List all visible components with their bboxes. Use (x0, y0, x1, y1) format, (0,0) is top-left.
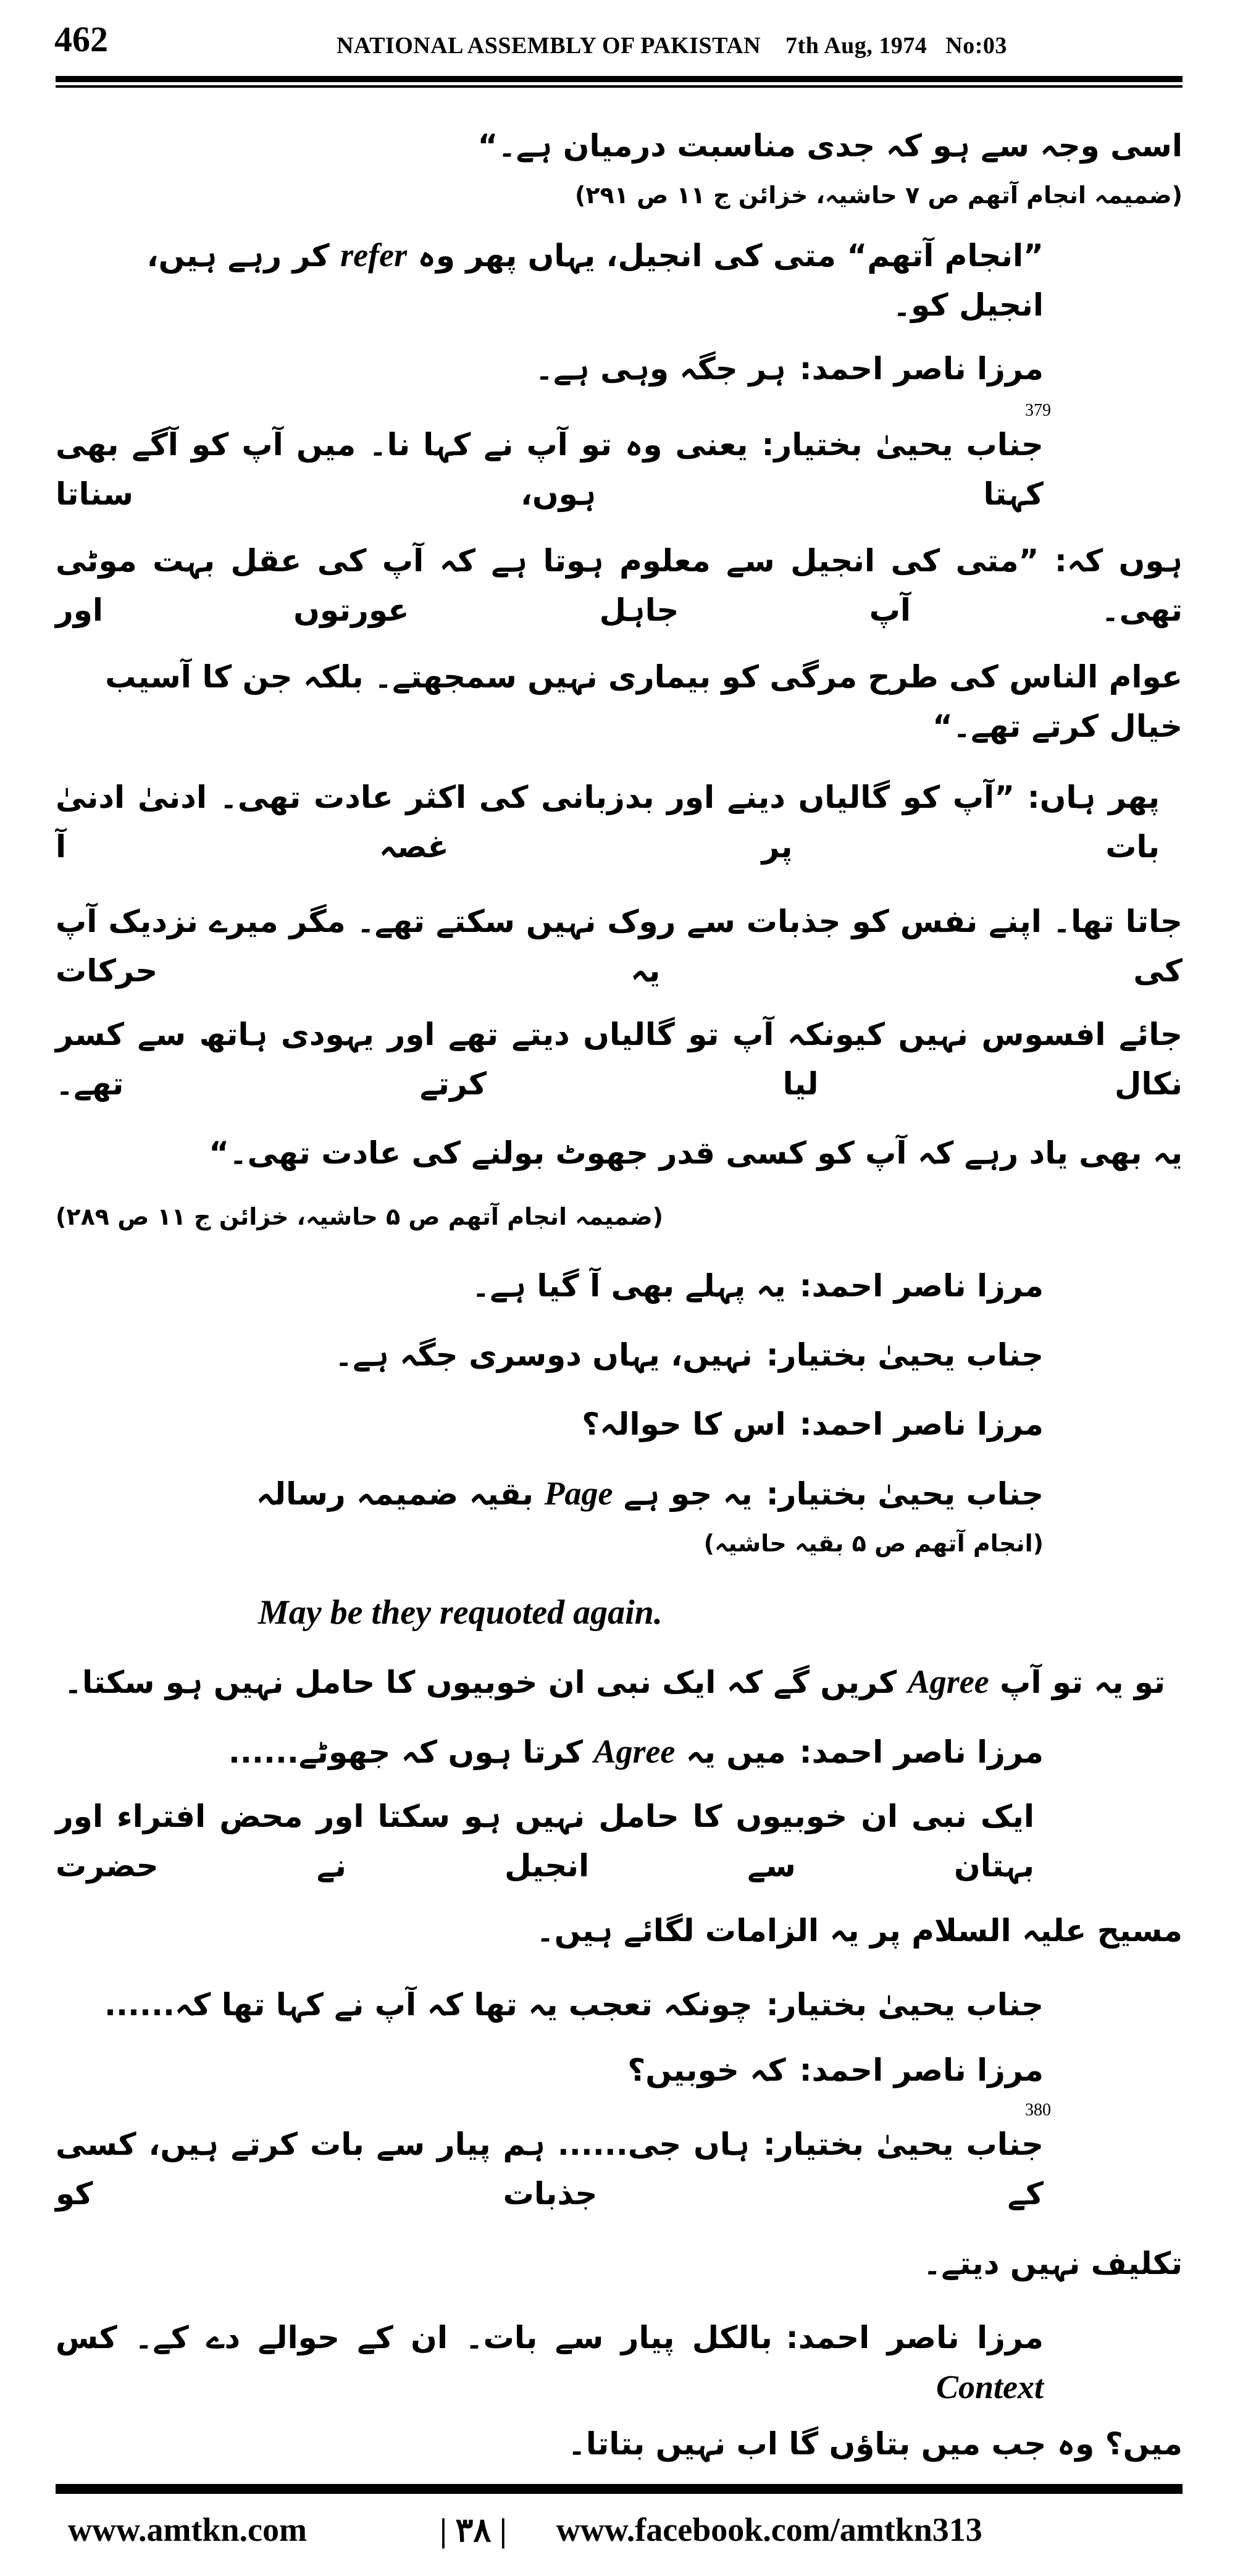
speech-text: یہ پہلے بھی آ گیا ہے۔ (472, 1268, 786, 1304)
speaker-label: مرزا ناصر احمد: (799, 2052, 1044, 2088)
speech-line (56, 1261, 1044, 1311)
speaker-label: جناب یحییٰ بختیار: (766, 1987, 1044, 2023)
speaker-label: جناب یحییٰ بختیار: (761, 427, 1044, 463)
speaker-label: مرزا ناصر احمد: (785, 2320, 1044, 2356)
speech-text: کرتا ہوں کہ جھوٹے...... (228, 1734, 583, 1770)
speaker-label: جناب یحییٰ بختیار: (766, 1476, 1044, 1512)
line-text: تو یہ تو آپ (1000, 1664, 1165, 1700)
line-text: کریں گے کہ ایک نبی ان خوبیوں کا حامل نہیں ہو سکتا۔ (64, 1664, 897, 1700)
speaker-label: مرزا ناصر احمد: (799, 1268, 1044, 1304)
citation: (ضمیمہ انجام آتھم ص ۷ حاشیہ، خزائن ج ۱۱ ص ۲۹۱) (574, 182, 1183, 209)
speech-line (56, 1330, 1044, 1380)
english-term: Agree (593, 1733, 676, 1770)
speech-line (56, 2313, 1044, 2412)
speech-text-group (256, 1469, 1044, 1519)
speech-text: ہر جگہ وہی ہے۔ (535, 351, 786, 387)
english-term: Page (544, 1475, 613, 1512)
speech-text: بقیہ ضمیمہ رسالہ (256, 1476, 534, 1512)
text-line: عوام الناس کی طرح مرگی کو بیماری نہیں سمجھتے۔ بلکہ جن کا آسیب خیال کرتے تھے۔“ (105, 659, 1183, 744)
speech-line (56, 1727, 1044, 1777)
page-marker: 379 (1025, 401, 1051, 420)
page-content (56, 0, 1183, 2576)
text-line: میں؟ وہ جب میں بتاؤں گا اب نہیں بتاتا۔ (567, 2426, 1183, 2462)
english-term: refer (340, 237, 408, 274)
speech-line (56, 401, 1051, 519)
speech-text: یہ جو ہے (623, 1476, 753, 1512)
page-number: 462 (54, 19, 108, 59)
page-header-title: NATIONAL ASSEMBLY OF PAKISTAN 7th Aug, 1974 No:03 (337, 33, 1007, 59)
footer (56, 2508, 1183, 2551)
text-line: جائے افسوس نہیں کیونکہ آپ تو گالیاں دیتے تھے اور یہودی ہاتھ سے کسر نکال لیا کرتے تھے۔ (56, 1017, 1183, 1102)
citation: (انجام آتھم ص ۵ بقیہ حاشیہ) (703, 1530, 1044, 1557)
text-line: تکلیف نہیں دیتے۔ (923, 2246, 1183, 2281)
speech-line (56, 344, 1044, 393)
footer-page-number: | ۳۸ | (440, 2511, 507, 2549)
speech-line (56, 2100, 1051, 2218)
line-text: کر رہے ہیں، انجیل کو۔ (146, 238, 1044, 323)
text-line (56, 121, 1183, 220)
english-quote: May be they requoted again. (258, 1593, 663, 1632)
speech-text: بالکل پیار سے بات۔ ان کے حوالے دے کے۔ کس (56, 2320, 772, 2356)
speech-text: نہیں، یہاں دوسری جگہ ہے۔ (334, 1337, 753, 1373)
speech-text: ہاں جی...... ہم پیار سے بات کرتے ہیں، کسی کے جذبات کو (56, 2126, 1044, 2212)
citation: (ضمیمہ انجام آتھم ص ۵ حاشیہ، خزائن ج ۱۱ ص ۲۸۹) (56, 1203, 664, 1230)
text-line (56, 1657, 1165, 1707)
line-text: اسی وجہ سے ہو کہ جدی مناسبت درمیان ہے۔“ (477, 128, 1183, 164)
speaker-label: جناب یحییٰ بختیار: (766, 1337, 1044, 1373)
text-line: ہوں کہ: ”متی کی انجیل سے معلوم ہوتا ہے کہ آپ کی عقل بہت موٹی تھی۔ آپ جاہل عورتوں اور (56, 543, 1183, 628)
speech-text: اس کا حوالہ؟ (582, 1406, 786, 1442)
speech-line (56, 1980, 1044, 2029)
citation-line (56, 1189, 1183, 1241)
speaker-label: مرزا ناصر احمد: (799, 351, 1044, 387)
speaker-label: مرزا ناصر احمد: (799, 1734, 1044, 1770)
text-line (56, 230, 1044, 330)
text-line: پھر ہاں: ”آپ کو گالیاں دینے اور بدزبانی کی اکثر عادت تھی۔ ادنیٰ ادنیٰ بات پر غصہ آ (56, 779, 1160, 865)
english-term: Context (936, 2368, 1044, 2406)
footer-facebook-link[interactable]: www.facebook.com/amtkn313 (556, 2511, 982, 2548)
speech-line (56, 1469, 1044, 1568)
speech-line (56, 1399, 1044, 1449)
speech-text: کہ خوبیں؟ (627, 2052, 786, 2088)
footer-website-link[interactable]: www.amtkn.com (68, 2511, 307, 2548)
text-line: یہ بھی یاد رہے کہ آپ کو کسی قدر جھوٹ بولنے کی عادت تھی۔“ (209, 1135, 1183, 1171)
page-marker: 380 (1025, 2100, 1051, 2120)
speech-text: میں یہ (685, 1734, 786, 1770)
speech-text: یعنی وہ تو آپ نے کہا نا۔ میں آپ کو آگے بھی کہتا ہوں، سناتا (56, 427, 1044, 512)
text-line: ایک نبی ان خوبیوں کا حامل نہیں ہو سکتا اور محض افتراء اور بہتان سے انجیل نے حضرت (56, 1798, 1034, 1884)
speech-line (56, 2045, 1044, 2095)
text-line: جاتا تھا۔ اپنے نفس کو جذبات سے روک نہیں سکتے تھے۔ مگر میرے نزدیک آپ کی یہ حرکات (56, 904, 1183, 989)
english-term: Agree (907, 1663, 989, 1700)
text-line: مسیح علیہ السلام پر یہ الزامات لگائے ہیں۔ (536, 1913, 1183, 1949)
speaker-label: جناب یحییٰ بختیار: (763, 2126, 1044, 2162)
footer-rule (56, 2484, 1183, 2494)
line-text: ”انجام آتھم“ متی کی انجیل، یہاں پھر وہ (417, 238, 1044, 274)
speaker-label: مرزا ناصر احمد: (799, 1406, 1044, 1442)
speech-text: چونکہ تعجب یہ تھا کہ آپ نے کہا تھا کہ...... (104, 1987, 753, 2023)
